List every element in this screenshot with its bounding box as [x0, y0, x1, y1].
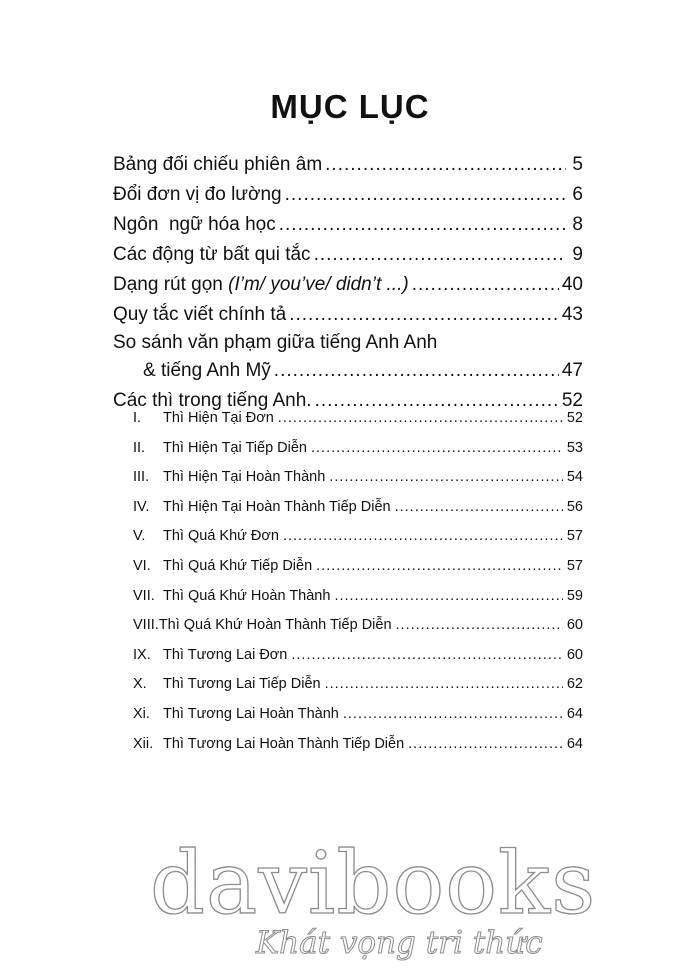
dot-leader [412, 270, 559, 300]
toc-entry-label-text: Dạng rút gọn [113, 274, 229, 295]
toc-entry-page: 47 [561, 360, 583, 381]
subentry-page: 64 [566, 705, 583, 722]
toc-subentry [133, 522, 583, 552]
subentry-page: 59 [566, 587, 583, 604]
toc-entry-page: 6 [572, 184, 583, 205]
toc-subentry [133, 404, 583, 434]
subentry-number: Xi. [133, 705, 150, 722]
toc-subentry [133, 463, 583, 493]
subentry-page: 56 [566, 498, 583, 515]
subentry-label: Thì Hiện Tại Đơn [163, 410, 274, 426]
subentry-page: 62 [566, 676, 583, 693]
subentry-page: 57 [566, 528, 583, 545]
subentry-page: 57 [566, 557, 583, 574]
toc-entry-page: 9 [572, 244, 583, 265]
dot-leader [285, 180, 566, 210]
subentry-label: Thì Hiện Tại Hoàn Thành [163, 469, 326, 486]
toc-entry [113, 330, 583, 386]
watermark-slogan: Khát vọng tri thức [256, 925, 543, 961]
toc-entry [113, 180, 583, 210]
toc-entry-page: 52 [561, 390, 583, 411]
watermark-brand: davibooks [150, 834, 597, 934]
subentry-page: 54 [566, 469, 583, 486]
subentry-label: Thì Hiện Tại Hoàn Thành Tiếp Diễn [163, 498, 391, 515]
toc-entry [113, 150, 583, 180]
subentry-number: IV. [133, 498, 150, 515]
toc-entry-label: Các động từ bất qui tắc [113, 244, 311, 265]
subentry-label: Thì Quá Khứ Hoàn Thành Tiếp Diễn [158, 617, 392, 634]
subentry-label: Thì Quá Khứ Tiếp Diễn [163, 557, 313, 574]
toc-entry-label: Bảng đối chiếu phiên âm [113, 154, 323, 175]
subentry-number: X. [133, 676, 147, 693]
toc-subentry [133, 434, 583, 464]
toc-subentry [133, 582, 583, 612]
dot-leader [291, 641, 562, 671]
toc-entry [113, 270, 583, 300]
dot-leader [314, 240, 566, 270]
subentry-page: 60 [566, 646, 583, 663]
dot-leader [279, 210, 566, 240]
toc-subentry [133, 700, 583, 730]
subentry-label: Thì Tương Lai Tiếp Diễn [163, 676, 321, 693]
subentry-label: Thì Tương Lai Hoàn Thành Tiếp Diễn [163, 735, 405, 752]
subentry-label: Thì Quá Khứ Hoàn Thành [163, 587, 331, 604]
tense-subsection-list [133, 404, 583, 759]
subentry-number: VIII. [133, 617, 159, 634]
subentry-number: IX. [133, 646, 151, 663]
dot-leader [325, 150, 566, 180]
subentry-number: III. [133, 469, 150, 486]
subentry-page: 60 [566, 617, 583, 634]
subentry-number: II. [133, 439, 146, 456]
subentry-label: Thì Quá Khứ Đơn [163, 528, 279, 545]
toc-entry-label: Ngôn ngữ hóa học [113, 214, 276, 235]
toc-entry [113, 210, 583, 240]
subentry-page: 64 [566, 735, 583, 752]
table-of-contents [113, 150, 583, 416]
toc-entry-label: Đổi đơn vị đo lường [113, 184, 282, 205]
subentry-page: 53 [566, 439, 583, 456]
subentry-number: VII. [133, 587, 155, 604]
subentry-number: I. [133, 410, 142, 426]
subentry-number: V. [133, 528, 146, 545]
subentry-number: Xii. [133, 735, 154, 752]
dot-leader [408, 730, 563, 760]
toc-entry-label: Các thì trong tiếng Anh. [113, 390, 312, 411]
dot-leader [278, 404, 563, 434]
toc-entry-label [113, 270, 409, 300]
dot-leader [329, 463, 563, 493]
toc-entry-page: 5 [572, 154, 583, 175]
toc-entry [113, 300, 583, 330]
dot-leader [274, 356, 559, 386]
dot-leader [396, 611, 563, 641]
toc-subentry [133, 493, 583, 523]
toc-subentry [133, 641, 583, 671]
toc-entry [113, 240, 583, 270]
dot-leader [343, 700, 563, 730]
subentry-label: Thì Tương Lai Hoàn Thành [163, 705, 339, 722]
dot-leader [283, 522, 563, 552]
toc-subentry [133, 611, 583, 641]
toc-entry-label: Quy tắc viết chính tả [113, 304, 287, 325]
page-title: MỤC LỤC [270, 88, 430, 125]
subentry-label: Thì Hiện Tại Tiếp Diễn [163, 439, 307, 456]
toc-entry-label-continued: & tiếng Anh Mỹ [143, 360, 271, 381]
toc-entry-label: So sánh văn phạm giữa tiếng Anh Anh [113, 332, 438, 353]
toc-subentry [133, 730, 583, 760]
dot-leader [325, 670, 563, 700]
toc-entry-page: 8 [572, 214, 583, 235]
dot-leader [395, 493, 563, 523]
dot-leader [316, 552, 563, 582]
subentry-label: Thì Tương Lai Đơn [163, 646, 288, 663]
subentry-page: 52 [566, 410, 583, 426]
dot-leader [289, 300, 559, 330]
subentry-number: VI. [133, 557, 151, 574]
dot-leader [334, 582, 562, 612]
toc-entry-label-italic: (I’m/ you’ve/ didn’t ...) [228, 274, 409, 295]
dot-leader [311, 434, 563, 464]
toc-entry-page: 40 [561, 274, 583, 295]
toc-subentry [133, 670, 583, 700]
toc-subentry [133, 552, 583, 582]
toc-entry-page: 43 [561, 304, 583, 325]
